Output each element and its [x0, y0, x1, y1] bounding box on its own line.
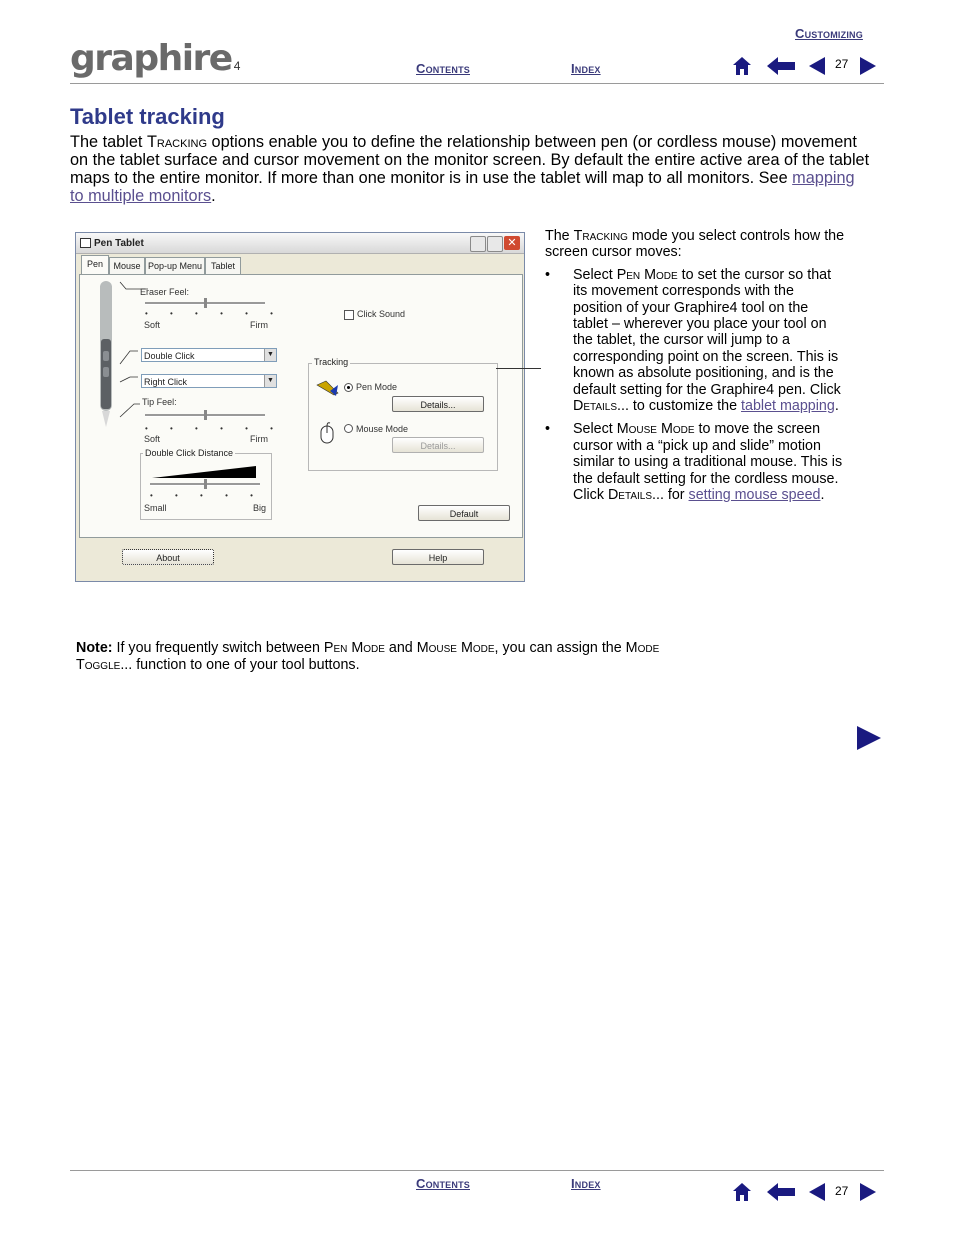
note-text-1: If you frequently switch between [112, 640, 324, 656]
side-intro-text-1: The [545, 228, 574, 244]
header-divider [70, 83, 884, 84]
next-page-icon[interactable] [860, 57, 876, 75]
tab-pen: Pen [81, 255, 109, 274]
mouse-mode-radio [344, 424, 353, 433]
side-tracking-term: Tracking [573, 228, 628, 244]
note-mouse-mode-term: Mouse Mode [416, 640, 495, 656]
tracking-mode-intro [545, 228, 845, 261]
pen-details-button: Details... [392, 396, 484, 412]
distance-big-label: Big [253, 503, 267, 513]
tracking-mode-list [545, 267, 845, 504]
graphire-logo [70, 38, 240, 79]
intro-tracking-term: Tracking [146, 133, 208, 151]
note-text-2: and [384, 640, 417, 656]
pen-item-text-b: to set the cursor so that its movement corresponds with the position of your Graphire4 tool on the tablet – wherever you place your tool on the tablet, the cursor will jump to a corresponding point on the screen. This is known as absolute positioning, and is the default setting for the Graphire4 pen. Click [573, 266, 841, 398]
bullet: • [545, 421, 551, 438]
section-link-customizing[interactable]: Customizing [795, 26, 863, 41]
footer-next-page-icon[interactable] [860, 1183, 876, 1201]
callout-connector-line [496, 368, 541, 369]
chevron-down-icon: ▼ [264, 375, 276, 387]
logo-text: graphire [70, 38, 232, 79]
footer-back-arrow-icon[interactable] [767, 1183, 795, 1201]
pen-mode-label: Pen Mode [356, 382, 398, 392]
mouse-item-text-d: . [820, 487, 825, 504]
contents-link[interactable]: Contents [416, 61, 470, 76]
mouse-details-button: Details... [392, 437, 484, 453]
distance-small-label: Small [144, 503, 167, 513]
distance-wedge-graphic [152, 465, 256, 479]
index-link[interactable]: Index [571, 61, 601, 76]
bullet: • [545, 266, 551, 283]
pen-item-text-d: . [834, 398, 839, 415]
mouse-item-text-b: to move the screen cursor with a “pick up and slide” motion similar to using a traditional mouse. This is the default setting for the cordless mouse. Click [573, 421, 843, 504]
close-icon: ✕ [504, 236, 520, 250]
mapping-multiple-monitors-link[interactable]: mapping to multiple monitors [70, 169, 855, 205]
window-icon [80, 238, 91, 248]
pen-item-text-c: ... to customize the [617, 398, 742, 415]
footer-contents-link[interactable]: Contents [416, 1176, 470, 1191]
dialog-titlebar [76, 233, 524, 254]
eraser-feel-ticks: • • • • • • [145, 309, 283, 318]
note-text-4: ... function to one of your tool buttons. [120, 656, 360, 673]
tip-feel-label: Tip Feel: [142, 397, 177, 407]
pen-item-text-a: Select [573, 266, 617, 283]
upper-button-value: Double Click [144, 351, 195, 361]
maximize-icon [487, 236, 503, 252]
footer-index-link[interactable]: Index [571, 1176, 601, 1191]
details-term: Details [573, 398, 618, 415]
click-sound-label: Click Sound [357, 309, 406, 319]
mouse-mode-icon [320, 422, 334, 444]
pen-mode-term: Pen Mode [616, 266, 678, 283]
intro-paragraph [70, 133, 870, 205]
logo-suffix: 4 [233, 59, 241, 73]
note-text-3: , you can assign the [494, 640, 626, 656]
minimize-icon [470, 236, 486, 252]
distance-ticks: • • • • • [150, 491, 263, 500]
tablet-mapping-link[interactable]: tablet mapping [741, 398, 835, 415]
upper-button-dropdown [141, 348, 277, 362]
note-mode-toggle-term: Mode Toggle [76, 640, 660, 673]
previous-page-icon[interactable] [809, 57, 825, 75]
chevron-down-icon: ▼ [264, 349, 276, 361]
page-number: 27 [835, 57, 849, 71]
list-item-mouse-mode [545, 421, 845, 503]
back-arrow-icon[interactable] [767, 57, 795, 75]
pen-mode-icon [316, 379, 340, 397]
list-item-pen-mode [545, 267, 845, 415]
tip-soft-label: Soft [144, 434, 161, 444]
tab-mouse: Mouse [109, 257, 145, 274]
distance-thumb [204, 479, 207, 489]
tracking-mode-description [545, 228, 845, 511]
double-click-distance-label: Double Click Distance [145, 448, 234, 458]
note-pen-mode-term: Pen Mode [323, 640, 385, 656]
side-intro-text-2: mode you select controls how the screen cursor moves: [545, 228, 845, 261]
page-title: Tablet tracking [70, 104, 225, 129]
mouse-item-text-c: ... for [652, 487, 689, 504]
tracking-group-label: Tracking [314, 357, 349, 367]
dialog-title: Pen Tablet [94, 238, 144, 249]
eraser-firm-label: Firm [250, 320, 268, 330]
about-button: About [122, 549, 214, 565]
setting-mouse-speed-link[interactable]: setting mouse speed [688, 487, 821, 504]
continue-next-icon[interactable] [857, 726, 881, 750]
lower-button-dropdown [141, 374, 277, 388]
footer-page-number: 27 [835, 1184, 849, 1198]
help-button: Help [392, 549, 484, 565]
footer-previous-page-icon[interactable] [809, 1183, 825, 1201]
tip-feel-thumb [204, 410, 207, 420]
home-icon[interactable] [732, 56, 752, 76]
tab-tablet: Tablet [205, 257, 241, 274]
tip-firm-label: Firm [250, 434, 268, 444]
note-paragraph [76, 640, 676, 673]
tab-popup-menu: Pop-up Menu [145, 257, 205, 274]
mouse-item-text-a: Select [573, 421, 617, 438]
tip-feel-ticks: • • • • • • [145, 424, 283, 433]
note-label: Note: [76, 640, 113, 656]
pen-tab-panel [79, 274, 523, 538]
pen-mode-radio [344, 383, 353, 392]
eraser-feel-label: Eraser Feel: [140, 287, 190, 297]
footer-home-icon[interactable] [732, 1182, 752, 1202]
eraser-feel-thumb [204, 298, 207, 308]
details-term: Details [607, 487, 652, 504]
pen-image-icon [94, 279, 118, 434]
mouse-mode-term: Mouse Mode [616, 421, 695, 438]
click-sound-checkbox [344, 310, 354, 320]
mouse-mode-label: Mouse Mode [356, 424, 409, 434]
eraser-soft-label: Soft [144, 320, 161, 330]
intro-text-2: options enable you to define the relationship between pen (or cordless mouse) movement on the tablet surface and cursor movement on the monitor screen. By default the entire active area of the tablet maps to the entire monitor. If more than one monitor is in use the tablet will map to all monitors. See [70, 133, 870, 187]
default-button: Default [418, 505, 510, 521]
lower-button-value: Right Click [144, 377, 188, 387]
intro-text-3: . [211, 187, 216, 205]
intro-text-1: The tablet [70, 133, 147, 151]
footer-divider [70, 1170, 884, 1171]
pen-tablet-dialog-screenshot [75, 232, 525, 582]
